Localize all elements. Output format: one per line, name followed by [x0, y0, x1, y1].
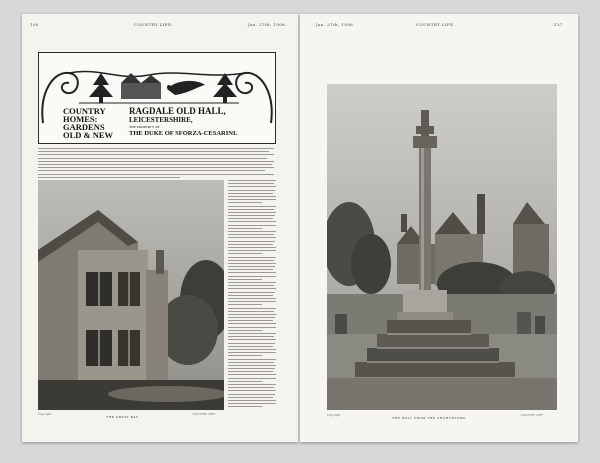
text-line: [228, 359, 276, 360]
text-line: [38, 154, 274, 155]
text-line: [228, 288, 276, 289]
text-line: [228, 400, 276, 401]
text-line: [228, 311, 274, 312]
text-line: [228, 263, 276, 264]
text-line: [38, 170, 265, 171]
text-line: [228, 257, 276, 258]
text-line: [228, 381, 262, 382]
text-line: [228, 314, 276, 315]
right-page-number: 137: [554, 22, 563, 27]
text-line: [228, 180, 276, 181]
text-line: [228, 365, 276, 366]
right-photo-caption: THE HALL FROM THE CHURCHYARD.: [392, 416, 467, 420]
text-line: [228, 333, 276, 334]
text-line: [228, 228, 262, 229]
right-photo-credit-right: "COUNTRY LIFE": [520, 414, 544, 417]
text-line: [228, 308, 276, 309]
text-line: [228, 371, 273, 372]
text-line: [228, 349, 276, 350]
text-line: [228, 260, 274, 261]
text-line: [228, 279, 262, 280]
text-line: [228, 276, 276, 277]
text-line: [38, 164, 272, 165]
text-line: [228, 237, 276, 238]
text-line: [228, 199, 276, 200]
right-date: Jan. 27th, 1906.: [316, 22, 355, 27]
text-line: [228, 378, 276, 379]
text-line: [228, 387, 274, 388]
text-line: [228, 272, 276, 273]
text-line: [228, 330, 262, 331]
series-title-line-2: HOMES:: [63, 114, 98, 124]
text-line: [228, 374, 276, 375]
right-page: [300, 14, 578, 442]
text-line: [228, 209, 274, 210]
text-line: [228, 352, 276, 353]
text-line: [228, 298, 276, 299]
text-line: [38, 167, 274, 168]
text-line: [228, 292, 275, 293]
property-line: THE PROPERTY OF: [129, 125, 160, 129]
great-bay-photo: [38, 180, 224, 410]
text-line: [228, 362, 274, 363]
text-line: [228, 397, 273, 398]
text-line: [228, 215, 275, 216]
masthead: [38, 52, 276, 144]
left-date: Jan. 27th, 1906.: [248, 22, 287, 27]
text-line: [228, 390, 276, 391]
text-line: [228, 234, 274, 235]
text-line: [228, 241, 275, 242]
body-text-column: [228, 180, 276, 410]
right-photo-credit-left: Copyright: [327, 414, 341, 417]
text-line: [38, 161, 274, 162]
text-line: [228, 231, 276, 232]
house-name: RAGDALE OLD HALL,: [129, 106, 226, 116]
text-line: [228, 343, 275, 344]
text-line: [228, 327, 276, 328]
text-line: [38, 177, 180, 178]
text-line: [228, 339, 276, 340]
churchyard-photo: [327, 84, 557, 410]
text-line: [228, 190, 275, 191]
text-line: [38, 151, 269, 152]
text-line: [228, 247, 276, 248]
text-line: [228, 317, 275, 318]
text-line: [228, 394, 275, 395]
text-line: [228, 336, 274, 337]
text-line: [228, 183, 274, 184]
text-line: [228, 206, 276, 207]
left-page-number: 100: [30, 22, 39, 27]
text-line: [228, 384, 276, 385]
text-line: [228, 285, 274, 286]
left-photo-caption: THE GREAT BAY.: [106, 415, 140, 419]
text-line: [228, 244, 273, 245]
text-line: [38, 158, 267, 159]
text-line: [228, 221, 276, 222]
series-title-line-3: GARDENS: [63, 122, 105, 132]
text-line: [228, 212, 276, 213]
text-line: [228, 218, 273, 219]
text-line: [228, 323, 276, 324]
text-line: [38, 148, 274, 149]
text-line: [228, 253, 262, 254]
text-line: [228, 301, 276, 302]
text-line: [228, 250, 276, 251]
text-line: [228, 202, 262, 203]
owner-name: THE DUKE OF SFORZA-CESARINI.: [129, 130, 238, 137]
text-line: [228, 193, 273, 194]
left-page: [22, 14, 298, 442]
text-line: [228, 320, 273, 321]
text-line: [228, 355, 262, 356]
text-line: [228, 282, 276, 283]
text-line: [228, 269, 273, 270]
text-line: [228, 186, 276, 187]
text-line: [228, 346, 273, 347]
text-line: [228, 196, 276, 197]
left-photo-credit-right: "COUNTRY LIFE": [192, 413, 216, 416]
left-running-title: COUNTRY LIFE.: [134, 22, 174, 27]
right-running-title: COUNTRY LIFE.: [416, 22, 456, 27]
series-title-line-4: OLD & NEW: [63, 130, 114, 140]
series-title-line-1: COUNTRY: [63, 106, 106, 116]
county-name: LEICESTERSHIRE,: [129, 116, 193, 124]
text-line: [228, 304, 262, 305]
left-photo-credit-left: Copyright: [38, 413, 52, 416]
intro-text-block: [38, 148, 274, 180]
text-line: [228, 368, 275, 369]
text-line: [228, 225, 276, 226]
text-line: [228, 295, 273, 296]
text-line: [228, 406, 262, 407]
text-line: [228, 403, 276, 404]
text-line: [228, 266, 275, 267]
text-line: [38, 174, 274, 175]
